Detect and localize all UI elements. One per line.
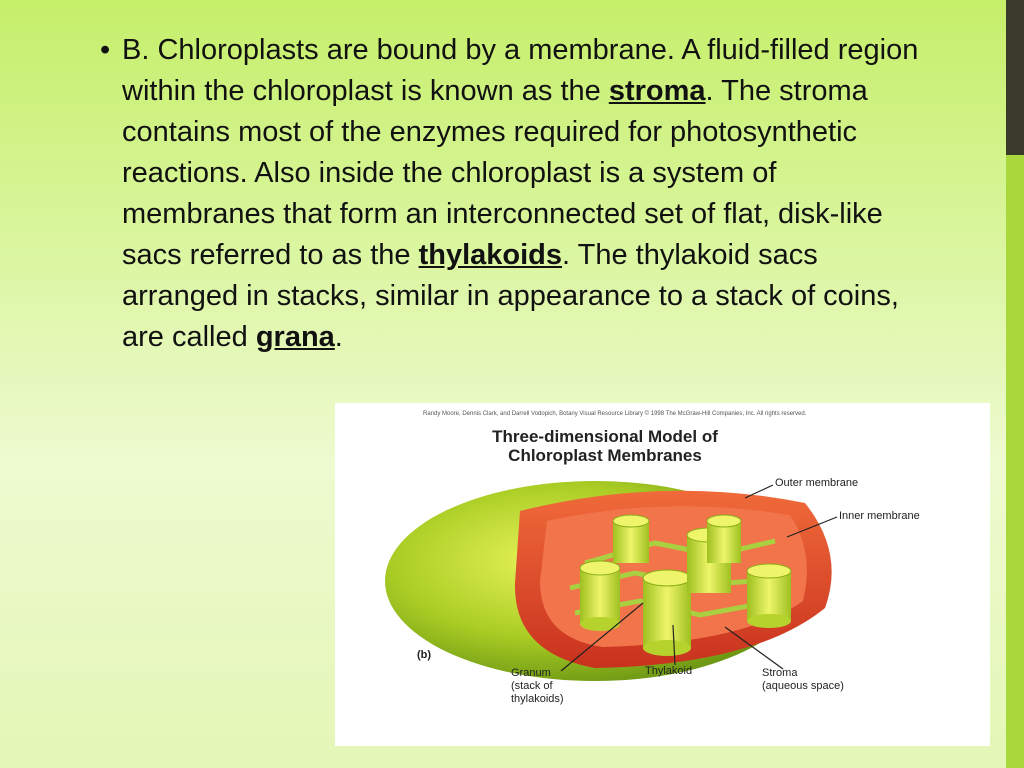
term-stroma: stroma <box>608 75 706 107</box>
label-stroma: Stroma (aqueous space) <box>762 667 844 692</box>
text-part-4: . <box>334 321 343 353</box>
bullet-paragraph <box>100 30 930 358</box>
figure-credit: Randy Moore, Dennis Clark, and Darrell Vodopich, Botany Visual Resource Library © 1998 The McGraw-Hill Companies, Inc. All rights reserved. <box>423 411 807 417</box>
bullet-point: • <box>100 34 111 66</box>
text-part-3: . The thylakoid sacs arranged in stacks, similar in appearance to a stack of coins, are called <box>122 239 899 353</box>
text-part-1: B. Chloroplasts are bound by a membrane. A fluid-filled region within the chloroplast is known as the <box>122 34 919 107</box>
figure-title-line-1: Three-dimensional Model of <box>492 427 718 446</box>
label-thylakoid: Thylakoid <box>645 665 693 677</box>
figure-title-line-2: Chloroplast Membranes <box>508 446 702 465</box>
label-panel-b: (b) <box>417 649 432 661</box>
figure-title <box>335 427 875 465</box>
label-inner-membrane: Inner membrane <box>839 510 920 522</box>
chloroplast-figure <box>335 403 990 746</box>
text-part-2: . The stroma contains most of the enzymes required for photosynthetic reactions. Also inside the chloroplast is a system of membranes that form an interconnected set of flat, disk-like sacs referred to as the <box>122 75 883 271</box>
label-granum: Granum (stack of thylakoids) <box>511 667 564 705</box>
label-outer-membrane: Outer membrane <box>775 477 859 489</box>
term-thylakoids: thylakoids <box>418 239 563 271</box>
body-text <box>122 30 930 358</box>
term-grana: grana <box>255 321 335 353</box>
right-edge-accent <box>1006 0 1024 155</box>
